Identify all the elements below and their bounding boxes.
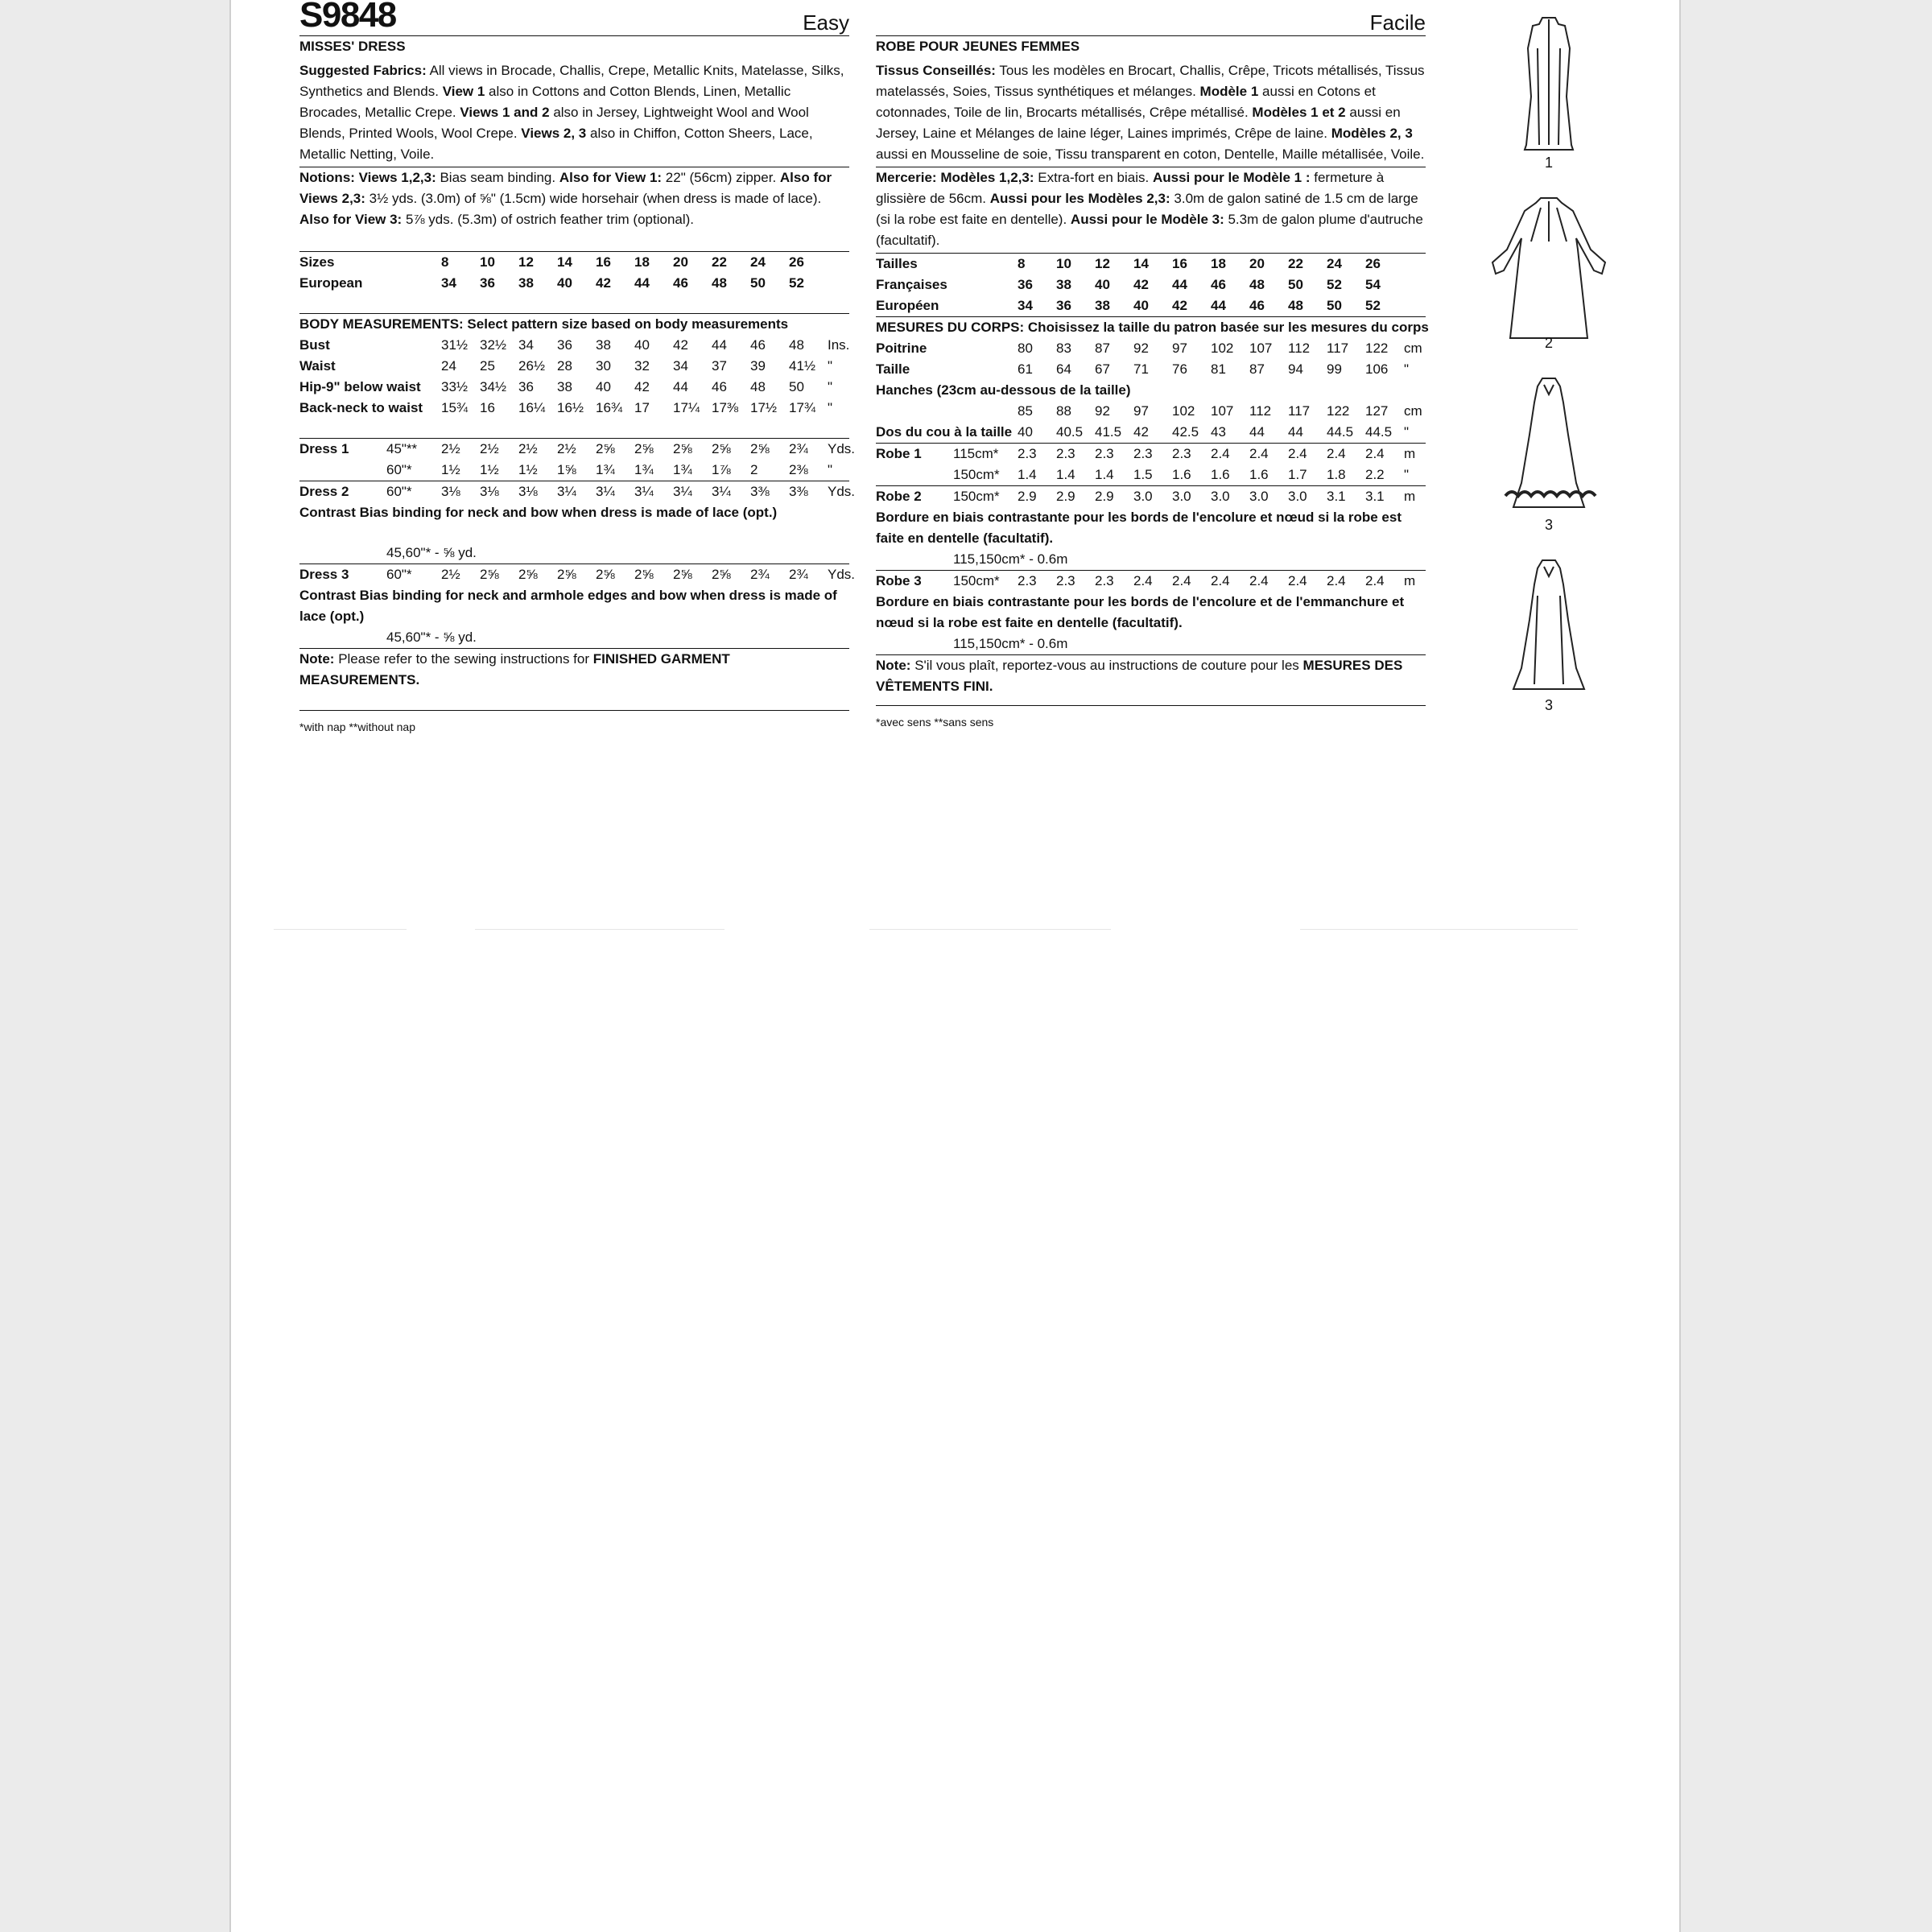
hip-label-fr: Hanches (23cm au-dessous de la taille) [876, 382, 1131, 398]
english-column [299, 0, 856, 735]
table-cell: 122 [1365, 341, 1389, 356]
table-cell: 83 [1056, 341, 1071, 356]
table-cell: 48 [1249, 277, 1265, 292]
table-cell: 16¼ [518, 400, 546, 415]
table-cell: 17⅜ [712, 400, 739, 415]
table-cell: 37 [712, 358, 727, 374]
table-cell: 3.0 [1249, 489, 1269, 504]
table-cell: 1¾ [596, 462, 615, 477]
table-cell: 42 [596, 275, 611, 291]
notions: Notions: Views 1,2,3: Bias seam binding. Also for View 1: 22" (56cm) zipper. Also for Views 2,3: 3½ yds. (3.0m) of ⅝" (1.5cm) wide horsehair (when dress is made of lace). Also for View 3: 5⅞ yds. (5.3m) of ostrich feather trim (optional). [299, 170, 832, 227]
table-cell: 54 [1365, 277, 1381, 292]
table-cell: 2.4 [1249, 573, 1269, 588]
european-row: European 34 36 38 40 42 44 46 48 50 52 [299, 273, 849, 294]
table-cell: 10 [480, 254, 495, 270]
hip-row-fr: 85 88 92 97 102 107 112 117 122 127 cm [876, 401, 1426, 422]
table-cell: 26 [1365, 256, 1381, 271]
robe1-row-a: Robe 1 115cm* 2.3 2.3 2.3 2.3 2.3 2.4 2.4 2.4 2.4 2.4 m [876, 444, 1426, 464]
table-cell: 3⅜ [789, 484, 808, 499]
notions-fr: Mercerie: Modèles 1,2,3: Extra-fort en biais. Aussi pour le Modèle 1 : fermeture à glissière de 56cm. Aussi pour les Modèles 2,3: 3.0m de galon satiné de 1.5 cm de large (si la robe est faite en dentelle). Aussi pour le Modèle 3: 5.3m de galon plume d'autruche (facultatif). [876, 170, 1423, 248]
table-cell: 50 [750, 275, 766, 291]
table-cell: 44 [1172, 277, 1187, 292]
table-cell: 2⅝ [712, 567, 731, 582]
waist-row-fr: Taille 61 64 67 71 76 81 87 94 99 106 " [876, 359, 1426, 380]
table-cell: 3.1 [1365, 489, 1385, 504]
table-cell: 44.5 [1365, 424, 1393, 440]
table-cell: 2⅜ [789, 462, 808, 477]
table-cell: 2⅝ [673, 567, 692, 582]
table-cell: 14 [557, 254, 572, 270]
table-cell: 46 [673, 275, 688, 291]
table-cell: 1.4 [1018, 467, 1037, 482]
table-cell: 46 [712, 379, 727, 394]
table-cell: 46 [1249, 298, 1265, 313]
table-cell: 48 [1288, 298, 1303, 313]
table-cell: 24 [441, 358, 456, 374]
sizes-row-fr: Tailles 8 10 12 14 16 18 20 22 24 26 [876, 254, 1426, 275]
table-cell: 2.4 [1288, 573, 1307, 588]
table-cell: 38 [557, 379, 572, 394]
table-cell: 16 [1172, 256, 1187, 271]
table-cell: 42 [634, 379, 650, 394]
table-cell: 2⅝ [480, 567, 499, 582]
table-cell: 3.0 [1133, 489, 1153, 504]
table-cell: 1½ [480, 462, 499, 477]
view-3b-label: 3 [1544, 697, 1553, 713]
table-cell: 44 [712, 337, 727, 353]
table-cell: 2.9 [1056, 489, 1075, 504]
table-cell: 2.2 [1365, 467, 1385, 482]
table-cell: 16 [480, 400, 495, 415]
table-cell: 2.3 [1095, 573, 1114, 588]
table-cell: 40 [1095, 277, 1110, 292]
table-cell: 85 [1018, 403, 1033, 419]
francaises-row: Françaises 36 38 40 42 44 46 48 50 52 54 [876, 275, 1426, 295]
table-cell: 2.4 [1249, 446, 1269, 461]
table-cell: 2½ [441, 567, 460, 582]
table-cell: 1.6 [1172, 467, 1191, 482]
table-cell: 2¾ [789, 567, 808, 582]
table-cell: 3¼ [557, 484, 576, 499]
table-cell: 3.0 [1211, 489, 1230, 504]
table-cell: 48 [712, 275, 727, 291]
table-cell: 2⅝ [634, 441, 654, 456]
table-cell: 16 [596, 254, 611, 270]
table-cell: 2.3 [1095, 446, 1114, 461]
table-cell: 24 [750, 254, 766, 270]
table-cell: 99 [1327, 361, 1342, 377]
table-cell: 25 [480, 358, 495, 374]
table-cell: 42 [1172, 298, 1187, 313]
difficulty-label: Easy [803, 10, 849, 35]
table-cell: 1.6 [1211, 467, 1230, 482]
table-cell: 3⅛ [480, 484, 499, 499]
table-cell: 17½ [750, 400, 778, 415]
table-cell: 64 [1056, 361, 1071, 377]
table-cell: 17¾ [789, 400, 816, 415]
dress2-row: Dress 2 60"* 3⅛ 3⅛ 3⅛ 3¼ 3¼ 3¼ 3¼ 3¼ 3⅜ 3⅜ Yds. [299, 481, 849, 502]
table-cell: 38 [596, 337, 611, 353]
back-neck-row: Back-neck to waist 15¾ 16 16¼ 16½ 16¾ 17 17¼ 17⅜ 17½ 17¾ " [299, 398, 849, 419]
table-cell: 28 [557, 358, 572, 374]
table-cell: 44 [1211, 298, 1226, 313]
robe2-row: Robe 2 150cm* 2.9 2.9 2.9 3.0 3.0 3.0 3.0 3.0 3.1 3.1 m [876, 486, 1426, 507]
table-cell: 127 [1365, 403, 1389, 419]
table-cell: 2⅝ [557, 567, 576, 582]
table-cell: 22 [1288, 256, 1303, 271]
table-cell: 2⅝ [596, 567, 615, 582]
table-cell: 52 [789, 275, 804, 291]
view-3b-sketch [1513, 560, 1584, 689]
table-cell: 41.5 [1095, 424, 1122, 440]
table-cell: 117 [1327, 341, 1349, 356]
table-cell: 22 [712, 254, 727, 270]
view-2-label: 2 [1544, 335, 1553, 351]
table-cell: 71 [1133, 361, 1149, 377]
robe3-contrast: Bordure en biais contrastante pour les bords de l'encolure et de l'emmanchure et nœud si la robe est faite en dentelle (facultatif). [876, 594, 1405, 630]
table-cell: 26 [789, 254, 804, 270]
table-cell: 34½ [480, 379, 507, 394]
table-cell: 102 [1211, 341, 1234, 356]
table-cell: 2⅝ [634, 567, 654, 582]
table-cell: 2.3 [1056, 573, 1075, 588]
table-cell: 18 [1211, 256, 1226, 271]
note-fr: Note: S'il vous plaît, reportez-vous au instructions de couture pour les MESURES DES VÊTEMENTS FINI. [876, 658, 1403, 694]
difficulty-label-fr: Facile [1369, 10, 1426, 35]
table-cell: 40 [557, 275, 572, 291]
robe3-row: Robe 3 150cm* 2.3 2.3 2.3 2.4 2.4 2.4 2.4 2.4 2.4 2.4 m [876, 571, 1426, 592]
view-2-sketch [1492, 198, 1605, 338]
table-cell: 2.9 [1095, 489, 1114, 504]
table-cell: 12 [1095, 256, 1110, 271]
table-cell: 26½ [518, 358, 546, 374]
view-1-label: 1 [1544, 155, 1553, 171]
table-cell: 12 [518, 254, 534, 270]
table-cell: 1.7 [1288, 467, 1307, 482]
table-cell: 1⅞ [712, 462, 731, 477]
table-cell: 2.4 [1172, 573, 1191, 588]
table-cell: 44 [1288, 424, 1303, 440]
table-cell: 52 [1365, 298, 1381, 313]
table-cell: 43 [1211, 424, 1226, 440]
table-cell: 50 [1327, 298, 1342, 313]
header [299, 0, 849, 35]
table-cell: 44 [634, 275, 650, 291]
table-cell: 38 [518, 275, 534, 291]
table-cell: 34 [441, 275, 456, 291]
table-cell: 3.1 [1327, 489, 1346, 504]
view-1-sketch [1525, 18, 1573, 150]
table-cell: 1½ [518, 462, 538, 477]
table-cell: 20 [1249, 256, 1265, 271]
table-cell: 2½ [557, 441, 576, 456]
table-cell: 16½ [557, 400, 584, 415]
footnote-fr: *avec sens **sans sens [876, 716, 994, 729]
dress3-row: Dress 3 60"* 2½ 2⅝ 2⅝ 2⅝ 2⅝ 2⅝ 2⅝ 2⅝ 2¾ 2¾ Yds. [299, 564, 849, 585]
table-cell: 42 [1133, 277, 1149, 292]
table-cell: 2¾ [750, 567, 770, 582]
waist-row: Waist 24 25 26½ 28 30 32 34 37 39 41½ " [299, 356, 849, 377]
table-cell: 10 [1056, 256, 1071, 271]
bust-row: Bust 31½ 32½ 34 36 38 40 42 44 46 48 Ins. [299, 335, 849, 356]
dress-sketches [1473, 0, 1634, 724]
table-cell: 18 [634, 254, 650, 270]
table-cell: 2 [750, 462, 758, 477]
table-cell: 34 [673, 358, 688, 374]
table-cell: 42 [673, 337, 688, 353]
table-cell: 17 [634, 400, 650, 415]
table-cell: 107 [1249, 341, 1273, 356]
table-cell: 107 [1211, 403, 1234, 419]
table-cell: 40 [1018, 424, 1033, 440]
table-cell: 2.4 [1327, 573, 1346, 588]
table-cell: 2⅝ [518, 567, 538, 582]
table-cell: 44.5 [1327, 424, 1354, 440]
robe1-row-b: 150cm* 1.4 1.4 1.4 1.5 1.6 1.6 1.6 1.7 1.8 2.2 " [876, 464, 1426, 485]
style-number: S9848 [299, 0, 396, 35]
table-cell: 48 [789, 337, 804, 353]
header-fr [876, 0, 1426, 35]
table-cell: 31½ [441, 337, 469, 353]
table-cell: 41½ [789, 358, 816, 374]
footnote: *with nap **without nap [299, 720, 415, 733]
note: Note: Please refer to the sewing instructions for FINISHED GARMENT MEASUREMENTS. [299, 651, 730, 687]
table-cell: 46 [1211, 277, 1226, 292]
dress2-contrast-amount: 45,60"* - ⅝ yd. [386, 545, 477, 560]
table-cell: 2.4 [1327, 446, 1346, 461]
table-cell: 16¾ [596, 400, 623, 415]
table-cell: 2.4 [1365, 573, 1385, 588]
suggested-fabrics-fr: Tissus Conseillés: Tous les modèles en Brocart, Challis, Crêpe, Tricots métallisés, Tissus matelassés, Soies, Tissus synthétiques et mélanges. Modèle 1 aussi en Cotons et cotonnades, Toile de lin, Brocarts métallisés, Crêpe métallisé. Modèles 1 et 2 aussi en Jersey, Laine et Mélanges de laine léger, Laines imprimés, Crêpe de laine. Modèles 2, 3 aussi en Mousseline de soie, Tissu transparent en coton, Dentelle, Maille métallisée, Voile. [876, 63, 1425, 162]
table-cell: 80 [1018, 341, 1033, 356]
table-cell: 2⅝ [712, 441, 731, 456]
table-cell: 2½ [441, 441, 460, 456]
table-cell: 2½ [480, 441, 499, 456]
table-cell: 2¾ [789, 441, 808, 456]
table-cell: 36 [1056, 298, 1071, 313]
table-cell: 20 [673, 254, 688, 270]
table-cell: 40.5 [1056, 424, 1084, 440]
table-cell: 2⅝ [750, 441, 770, 456]
table-cell: 34 [1018, 298, 1033, 313]
table-cell: 2.3 [1172, 446, 1191, 461]
table-cell: 102 [1172, 403, 1195, 419]
table-cell: 87 [1095, 341, 1110, 356]
table-cell: 92 [1095, 403, 1110, 419]
back-neck-row-fr: Dos du cou à la taille 40 40.5 41.5 42 42.5 43 44 44 44.5 44.5 " [876, 422, 1426, 443]
dress1-row-b: 60"* 1½ 1½ 1½ 1⅝ 1¾ 1¾ 1¾ 1⅞ 2 2⅜ " [299, 460, 849, 481]
table-cell: 3¼ [673, 484, 692, 499]
table-cell: 50 [789, 379, 804, 394]
table-cell: 76 [1172, 361, 1187, 377]
table-cell: 1⅝ [557, 462, 576, 477]
table-cell: 92 [1133, 341, 1149, 356]
table-cell: 40 [596, 379, 611, 394]
table-cell: 1.5 [1133, 467, 1153, 482]
table-cell: 112 [1249, 403, 1272, 419]
table-cell: 2.3 [1056, 446, 1075, 461]
table-cell: 36 [557, 337, 572, 353]
table-cell: 3¼ [634, 484, 654, 499]
table-cell: 2.3 [1018, 573, 1037, 588]
table-cell: 42.5 [1172, 424, 1199, 440]
table-cell: 15¾ [441, 400, 469, 415]
table-cell: 48 [750, 379, 766, 394]
table-cell: 36 [518, 379, 534, 394]
table-cell: 8 [441, 254, 449, 270]
table-cell: 2⅝ [596, 441, 615, 456]
french-column [876, 0, 1429, 730]
body-measurements-heading: BODY MEASUREMENTS: Select pattern size based on body measurements [299, 316, 789, 332]
table-cell: 24 [1327, 256, 1342, 271]
dress3-contrast: Contrast Bias binding for neck and armhole edges and bow when dress is made of lace (opt.) [299, 588, 837, 624]
view-illustrations [1473, 0, 1634, 724]
table-cell: 2.3 [1133, 446, 1153, 461]
table-cell: 8 [1018, 256, 1026, 271]
table-cell: 2½ [518, 441, 538, 456]
table-cell: 97 [1133, 403, 1149, 419]
table-cell: 3⅛ [441, 484, 460, 499]
table-cell: 1¾ [673, 462, 692, 477]
table-cell: 106 [1365, 361, 1389, 377]
table-cell: 1.4 [1095, 467, 1114, 482]
table-cell: 112 [1288, 341, 1311, 356]
bust-row-fr: Poitrine 80 83 87 92 97 102 107 112 117 122 cm [876, 338, 1426, 359]
hip-row: Hip-9" below waist 33½ 34½ 36 38 40 42 44 46 48 50 " [299, 377, 849, 398]
table-cell: 34 [518, 337, 534, 353]
table-cell: 1½ [441, 462, 460, 477]
table-cell: 81 [1211, 361, 1226, 377]
table-cell: 52 [1327, 277, 1342, 292]
table-cell: 2.3 [1018, 446, 1037, 461]
table-cell: 32½ [480, 337, 507, 353]
table-cell: 3.0 [1172, 489, 1191, 504]
table-cell: 67 [1095, 361, 1110, 377]
table-cell: 40 [634, 337, 650, 353]
suggested-fabrics: Suggested Fabrics: All views in Brocade, Challis, Crepe, Metallic Knits, Matelasse, Silks, Synthetics and Blends. View 1 also in Cottons and Cotton Blends, Linen, Metallic Brocades, Metallic Crepe. Views 1 and 2 also in Jersey, Lightweight Wool and Wool Blends, Printed Wools, Wool Crepe. Views 2, 3 also in Chiffon, Cotton Sheers, Lace, Metallic Netting, Voile. [299, 63, 844, 162]
table-cell: 14 [1133, 256, 1149, 271]
europeen-row: Européen 34 36 38 40 42 44 46 48 50 52 [876, 295, 1426, 316]
table-cell: 3¼ [596, 484, 615, 499]
table-cell: 1.8 [1327, 467, 1346, 482]
table-cell: 44 [673, 379, 688, 394]
table-cell: 2⅝ [673, 441, 692, 456]
table-cell: 2.4 [1288, 446, 1307, 461]
dress3-contrast-amount: 45,60"* - ⅝ yd. [386, 630, 477, 645]
robe2-contrast: Bordure en biais contrastante pour les bords de l'encolure et nœud si la robe est faite en dentelle (facultatif). [876, 510, 1402, 546]
body-measurements-heading-fr: MESURES DU CORPS: Choisissez la taille du patron basée sur les mesures du corps [876, 320, 1429, 335]
table-cell: 2.4 [1365, 446, 1385, 461]
table-cell: 30 [596, 358, 611, 374]
view-3a-sketch [1505, 378, 1596, 507]
table-cell: 2.4 [1211, 573, 1230, 588]
robe3-contrast-amount: 115,150cm* - 0.6m [953, 636, 1068, 651]
table-cell: 32 [634, 358, 650, 374]
robe2-contrast-amount: 115,150cm* - 0.6m [953, 551, 1068, 567]
table-cell: 122 [1327, 403, 1350, 419]
table-cell: 97 [1172, 341, 1187, 356]
table-cell: 88 [1056, 403, 1071, 419]
table-cell: 50 [1288, 277, 1303, 292]
table-cell: 39 [750, 358, 766, 374]
dress2-contrast: Contrast Bias binding for neck and bow when dress is made of lace (opt.) [299, 505, 778, 520]
table-cell: 61 [1018, 361, 1033, 377]
view-3a-label: 3 [1544, 517, 1553, 533]
table-cell: 94 [1288, 361, 1303, 377]
table-cell: 3¼ [712, 484, 731, 499]
table-cell: 33½ [441, 379, 469, 394]
table-cell: 3⅜ [750, 484, 770, 499]
dress1-row-a: Dress 1 45"** 2½ 2½ 2½ 2½ 2⅝ 2⅝ 2⅝ 2⅝ 2⅝ 2¾ Yds. [299, 439, 849, 460]
table-cell: 40 [1133, 298, 1149, 313]
table-cell: 46 [750, 337, 766, 353]
table-cell: 1¾ [634, 462, 654, 477]
table-cell: 36 [480, 275, 495, 291]
table-cell: 17¼ [673, 400, 700, 415]
table-cell: 36 [1018, 277, 1033, 292]
table-cell: 42 [1133, 424, 1149, 440]
table-cell: 117 [1288, 403, 1311, 419]
garment-title-fr: ROBE POUR JEUNES FEMMES [876, 35, 1426, 57]
table-cell: 38 [1056, 277, 1071, 292]
table-cell: 1.6 [1249, 467, 1269, 482]
table-cell: 1.4 [1056, 467, 1075, 482]
table-cell: 44 [1249, 424, 1265, 440]
table-cell: 2.9 [1018, 489, 1037, 504]
table-cell: 87 [1249, 361, 1265, 377]
table-cell: 38 [1095, 298, 1110, 313]
table-cell: 3.0 [1288, 489, 1307, 504]
sizes-row: Sizes 8 10 12 14 16 18 20 22 24 26 [299, 252, 849, 273]
garment-title: MISSES' DRESS [299, 35, 849, 57]
table-cell: 2.4 [1133, 573, 1153, 588]
table-cell: 3⅛ [518, 484, 538, 499]
table-cell: 2.4 [1211, 446, 1230, 461]
